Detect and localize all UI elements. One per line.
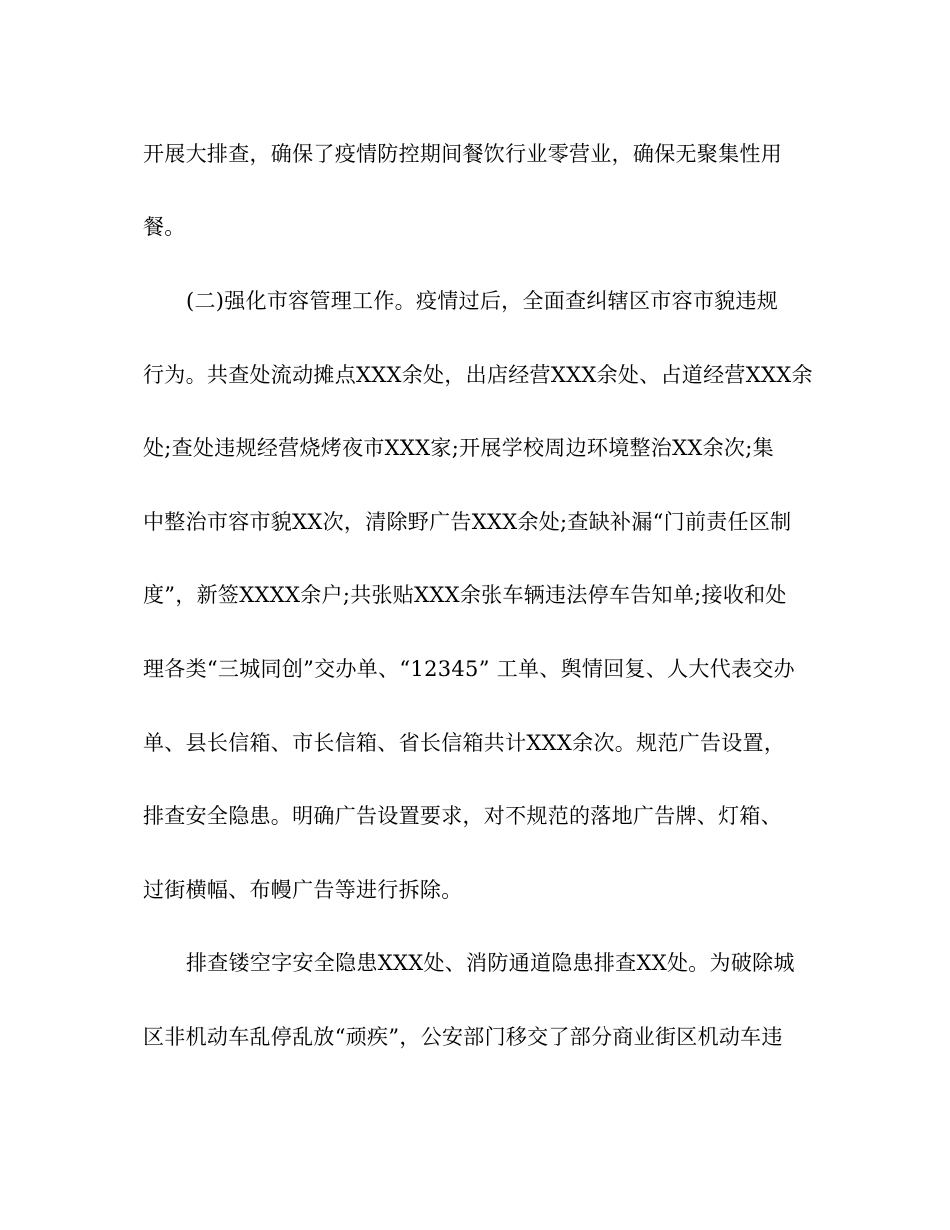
paragraph-heading-line: (二)强化市容管理工作。疫情过后，全面查纠辖区市容市貌违规 (186, 289, 779, 313)
text-line: 度”，新签XXXX余户;共张贴XXX余张车辆违法停车告知单;接收和处 (143, 583, 787, 607)
text-line: 排查安全隐患。明确广告设置要求，对不规范的落地广告牌、灯箱、 (143, 804, 782, 828)
text-line: 单、县长信箱、市长信箱、省长信箱共计XXX余次。规范广告设置， (143, 731, 786, 755)
text-line: 中整治市容市貌XX次，清除野广告XXX余处;查缺补漏“门前责任区制 (143, 510, 792, 534)
text-line: 处;查处违规经营烧烤夜市XXX家;开展学校周边环境整治XX余次;集 (143, 436, 774, 460)
text-line: 行为。共查处流动摊点XXX余处，出店经营XXX余处、占道经营XXX余 (143, 363, 813, 387)
paragraph-start-line: 排查镂空字安全隐患XXX处、消防通道隐患排查XX处。为破除城 (186, 951, 795, 975)
text-line: 理各类“三城同创”交办单、“12345” 工单、舆情回复、人大代表交办 (143, 657, 795, 681)
text-line: 区非机动车乱停乱放“顽疾”，公安部门移交了部分商业街区机动车违 (143, 1025, 783, 1049)
text-line: 餐。 (143, 215, 186, 239)
text-line: 开展大排查，确保了疫情防控期间餐饮行业零营业，确保无聚集性用 (143, 142, 782, 166)
text-line: 过街横幅、布幔广告等进行拆除。 (143, 878, 463, 902)
